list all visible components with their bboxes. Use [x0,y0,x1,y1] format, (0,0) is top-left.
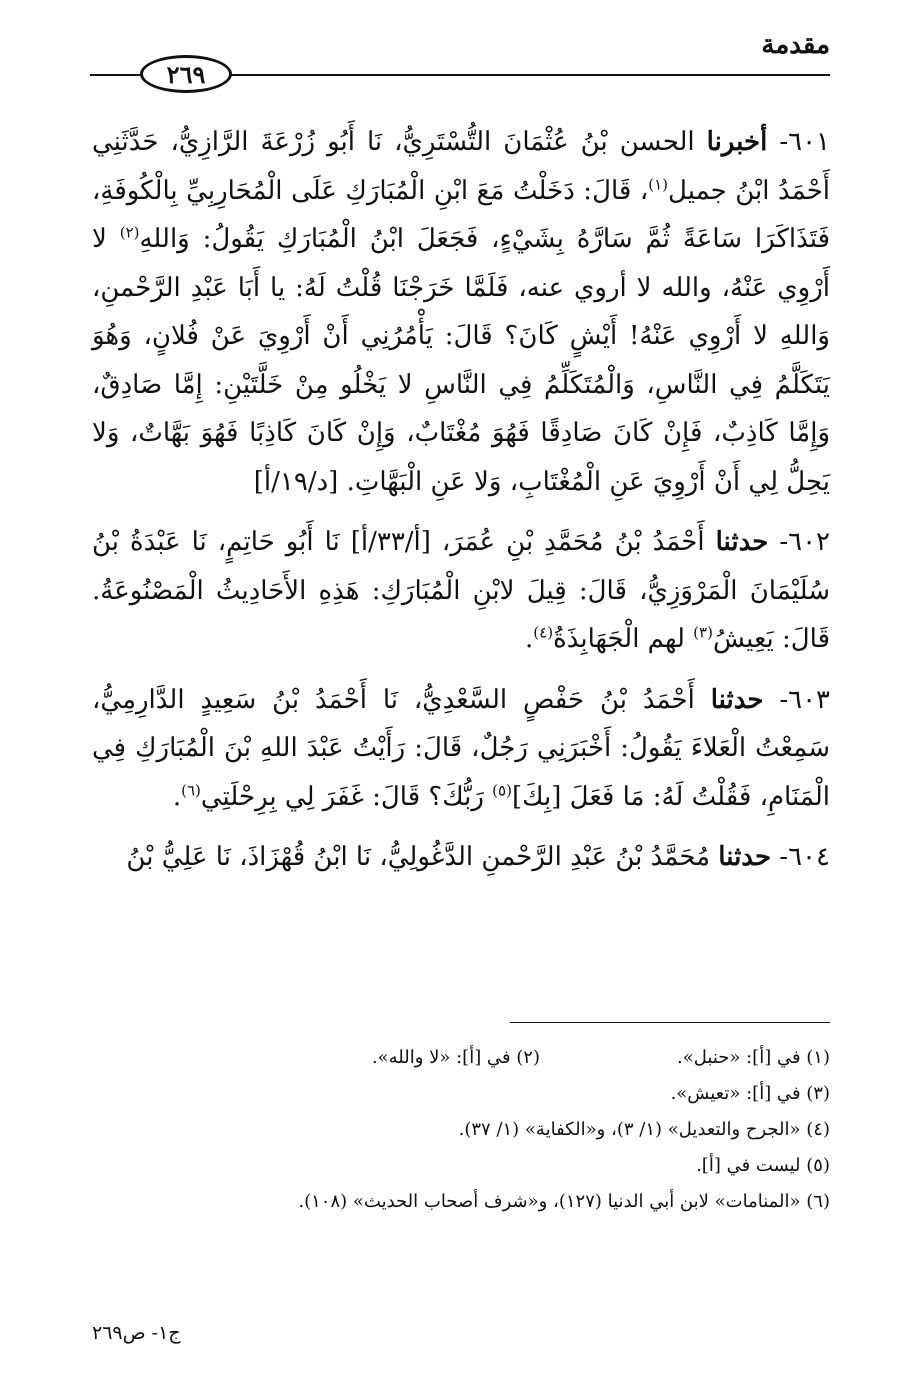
hadith-601 [92,118,830,506]
hadith-602 [92,518,830,664]
footnote-6: (٦) «المنامات» لابن أبي الدنيا (١٢٧)، و«شرف أصحاب الحديث» (١٠٨). [298,1191,830,1212]
hadith-text: مُحَمَّدُ بْنُ عَبْدِ الرَّحْمنِ الدَّغُولِيُّ، نَا ابْنُ قُهْزَاذَ، نَا عَلِيُّ بْنُ [126,842,711,872]
running-header-title: مقدمة [761,30,830,60]
hadith-text: الحسن بْنُ عُثْمَانَ التُّسْتَرِيُّ، نَا أَبُو زُرْعَةَ الرَّازِيُّ، حَدَّثَنِي أَحْمَدُ ابْنُ جميل [92,127,830,206]
footnotes [92,1040,830,1220]
hadith-text: رَبُّكَ؟ قَالَ: غَفَرَ لِي بِرِحْلَتِي [200,781,484,812]
transmission-keyword: حدثنا [718,842,772,872]
hadith-text: . [172,781,182,812]
footnote-row [92,1184,830,1220]
footnote-ref: (٣) [693,623,713,642]
footnote-ref: (٦) [181,780,201,799]
hadith-number: ٦٠٣- [779,684,831,715]
hadith-text: أَحْمَدُ بْنُ مُحَمَّدِ بْنِ عُمَرَ، [أ/٣٣/أ] نَا أَبُو حَاتِمٍ، نَا عَبْدَةُ بْنُ سُلَيْمَانَ الْمَرْوَزِيُّ، قَالَ: قِيلَ لابْنِ الْمُبَارَكِ: هَذِهِ الأَحَادِيثُ الْمَصْنُوعَةُ. قَالَ: يَعِيشُ [92,527,830,654]
footnote-ref: (١) [648,174,669,193]
footnote-row [92,1040,830,1076]
footnote-5: (٥) ليست في [أ]. [696,1155,830,1176]
footnote-2: (٢) في [أ]: «لا والله». [371,1047,540,1068]
hadith-text: أَحْمَدُ بْنُ حَفْصٍ السَّعْدِيُّ، نَا أَحْمَدُ بْنُ سَعِيدٍ الدَّارِمِيُّ، سَمِعْتُ الْعَلاءَ يَقُولُ: أَخْبَرَنِي رَجُلٌ، قَالَ: رَأَيْتُ عَبْدَ اللهِ بْنَ الْمُبَارَكِ فِي الْمَنَامِ، فَقُلْتُ لَهُ: مَا فَعَلَ [بِكَ] [92,684,830,812]
hadith-number: ٦٠٤- [779,842,830,872]
footnote-3: (٣) في [أ]: «تعيش». [670,1083,830,1104]
hadith-number: ٦٠١- [779,127,831,157]
footnote-ref: (٢) [119,223,140,242]
footnote-1: (١) في [أ]: «حنبل». [677,1047,830,1068]
footnote-row [92,1112,830,1148]
transmission-keyword: حدثنا [710,684,764,715]
transmission-keyword: حدثنا [715,527,769,557]
transmission-keyword: أخبرنا [706,127,768,157]
footnote-ref: (٥) [492,780,512,799]
hadith-604 [92,833,830,882]
hadith-text: . [525,624,534,654]
hadith-text: لهم الْجَهَابِذَةُ [553,624,685,654]
hadith-number: ٦٠٢- [779,527,831,557]
hadith-text: لا أَرْوِي عَنْهُ، والله لا أروي عنه، فَلَمَّا خَرَجْنَا قُلْتُ لَهُ: يا أَبَا عَبْدِ الرَّحْمنِ، وَاللهِ لا أَرْوِي عَنْهُ! أَيْشٍ كَانَ؟ قَالَ: يَأْمُرُنِي أَنْ أَرْوِيَ عَنْ فُلانٍ، وَهُوَ يَتَكَلَّمُ فِي النَّاسِ، وَالْمُتَكَلِّمُ فِي النَّاسِ لا يَخْلُو مِنْ خَلَّتَيْنِ: إِمَّا صَادِقٌ، وَإِمَّا كَاذِبٌ، فَإِنْ كَانَ صَادِقًا فَهُوَ مُغْتَابٌ، وَإِنْ كَانَ كَاذِبًا فَهُوَ بَهَّاتٌ، وَلا يَحِلُّ لِي أَنْ أَرْوِيَ عَنِ الْمُغْتَابِ، وَلا عَنِ الْبَهَّاتِ. [د/١٩/أ] [92,224,830,497]
footnote-ref: (٤) [533,623,554,642]
page-reference: ج١- ص٢٦٩ [92,1322,181,1344]
hadith-text: ، قَالَ: دَخَلْتُ مَعَ ابْنِ الْمُبَارَكِ عَلَى الْمُحَارِبِيِّ بِالْكُوفَةِ، فَتَذَاكَرَا سَاعَةً ثُمَّ سَارَّهُ بِشَيْءٍ، فَجَعَلَ ابْنُ الْمُبَارَكِ يَقُولُ: وَاللهِ [92,175,831,254]
footnote-row [92,1076,830,1112]
footnote-4: (٤) «الجرح والتعديل» (١/ ٣)، و«الكفاية» (١/ ٣٧). [458,1119,830,1140]
hadith-603 [92,676,830,822]
footnote-row [92,1148,830,1184]
footnote-separator [510,1022,830,1023]
main-text [92,118,830,894]
page-number-badge: ٢٦٩ [140,55,232,93]
